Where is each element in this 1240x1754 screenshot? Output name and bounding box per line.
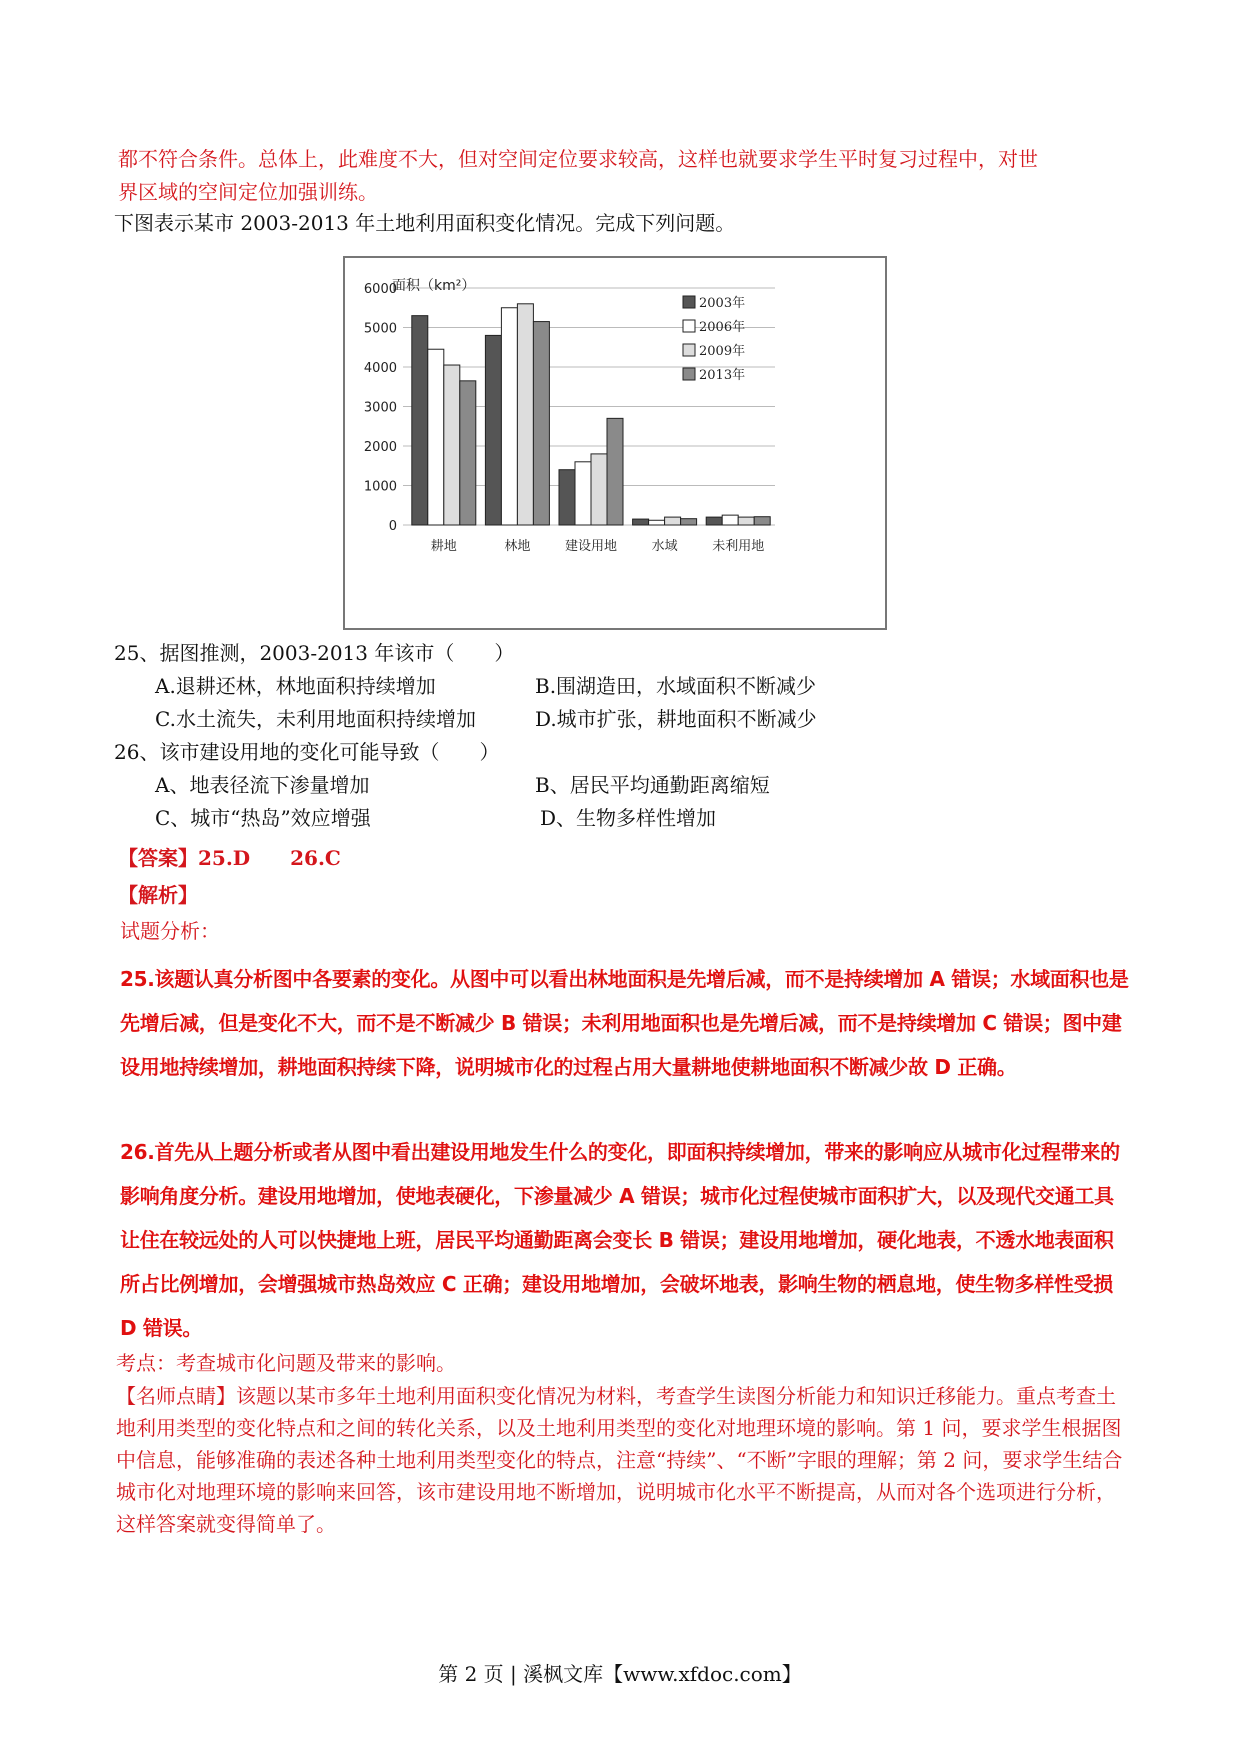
q26-option-a: A、地表径流下渗量增加 (155, 773, 370, 797)
bar (722, 515, 738, 525)
legend-swatch (683, 344, 695, 356)
x-tick-label: 未利用地 (712, 539, 765, 554)
y-tick-label: 4000 (363, 361, 397, 376)
bar (754, 517, 770, 525)
land-use-chart (343, 256, 887, 630)
legend-swatch (683, 320, 695, 332)
bar (607, 418, 623, 525)
q25-option-d: D.城市扩张，耕地面积不断减少 (535, 707, 817, 731)
y-tick-label: 2000 (363, 440, 397, 455)
question-intro: 下图表示某市 2003-2013 年土地利用面积变化情况。完成下列问题。 (114, 211, 736, 235)
bar (706, 517, 722, 525)
bar (485, 335, 501, 525)
y-tick-label: 3000 (363, 400, 397, 416)
q26-stem: 26、该市建设用地的变化可能导致（ ） (114, 740, 500, 764)
bar (649, 520, 665, 525)
legend-label: 2009年 (699, 344, 746, 359)
bar (501, 308, 517, 525)
x-tick-label: 耕地 (430, 539, 457, 554)
q26-option-b: B、居民平均通勤距离缩短 (535, 773, 770, 797)
chart-y-axis-label: 面积（km²） (392, 278, 476, 294)
bar (533, 322, 549, 525)
legend-label: 2003年 (699, 296, 746, 311)
answer-label: 【答案】 (118, 846, 198, 870)
q25-option-b: B.围湖造田，水域面积不断减少 (535, 674, 817, 698)
teacher-comment: 【名师点睛】该题以某市多年土地利用面积变化情况为材料，考查学生读图分析能力和知识迁移能力。重点考查土地利用类型的变化特点和之间的转化关系，以及土地利用类型的变化对地理环境的影响。第 1 问，要求学生根据图中信息，能够准确的表述各种土地利用类型变化的特点，注意“持续”、“不断”字眼的理解；第 2 问，要求学生结合城市化对地理环境的影响来回答，该市建设用地不断增加，说明城市化水平不断提高，从而对各个选项进行分析，这样答案就变得简单了。 (116, 1384, 1123, 1536)
intro-paragraph (118, 143, 1128, 209)
bar (738, 517, 754, 525)
legend-label: 2013年 (699, 368, 746, 383)
bar (444, 365, 460, 525)
bar (517, 304, 533, 525)
y-tick-label: 6000 (363, 282, 397, 297)
bar (428, 349, 444, 525)
bar (575, 462, 591, 525)
q25-option-c: C.水土流失，未利用地面积持续增加 (155, 707, 476, 731)
analysis-26: 26.首先从上题分析或者从图中看出建设用地发生什么的变化，即面积持续增加，带来的影响应从城市化过程带来的影响角度分析。建设用地增加，使地表硬化，下渗量减少 A 错误；城市化过程使城市面积扩大，以及现代交通工具让住在较远处的人可以快捷地上班，居民平均通勤距离会变长 B 错误；建设用地增加，硬化地表，不透水地表面积所占比例增加，会增强城市热岛效应 C 正确；建设用地增加，会破坏地表，影响生物的栖息地，使生物多样性受损 D 错误。 (120, 1140, 1120, 1340)
intro-line-1: 都不符合条件。总体上，此难度不大，但对空间定位要求较高，这样也就要求学生平时复习过程中，对世 (118, 147, 1038, 171)
analysis-label: 【解析】 (118, 883, 198, 907)
bar (681, 519, 697, 525)
analysis-25: 25.该题认真分析图中各要素的变化。从图中可以看出林地面积是先增后减，而不是持续增加 A 错误；水域面积也是先增后减，但是变化不大，而不是不断减少 B 错误；未利用地面积也是先增后减，而不是持续增加 C 错误；图中建设用地持续增加，耕地面积持续下降，说明城市化的过程占用大量耕地使耕地面积不断减少故 D 正确。 (120, 967, 1129, 1079)
analysis-subtitle: 试题分析： (120, 919, 220, 943)
bar (460, 381, 476, 525)
x-tick-label: 水域 (651, 539, 678, 554)
q26-option-d: D、生物多样性增加 (540, 806, 717, 830)
x-tick-label: 建设用地 (564, 539, 618, 554)
bar (591, 454, 607, 525)
kaodian: 考点：考查城市化问题及带来的影响。 (116, 1351, 456, 1375)
legend-label: 2006年 (699, 320, 746, 335)
bar (559, 470, 575, 525)
legend-swatch (683, 368, 695, 380)
q25-stem: 25、据图推测，2003-2013 年该市（ ） (114, 641, 515, 665)
answer-line (118, 843, 341, 873)
intro-line-2: 界区域的空间定位加强训练。 (118, 180, 378, 204)
y-tick-label: 5000 (363, 321, 397, 337)
y-tick-label: 1000 (363, 479, 397, 495)
q26-option-c: C、城市“热岛”效应增强 (155, 806, 371, 830)
bar (665, 517, 681, 525)
y-tick-label: 0 (388, 519, 397, 534)
page-footer: 第 2 页 | 溪枫文库【www.xfdoc.com】 (438, 1662, 802, 1686)
bar-chart (345, 258, 885, 628)
legend-swatch (683, 296, 695, 308)
q25-option-a: A.退耕还林，林地面积持续增加 (155, 674, 436, 698)
bar (412, 316, 428, 525)
x-tick-label: 林地 (504, 539, 531, 554)
bar (633, 519, 649, 525)
answer-text: 25.D 26.C (198, 846, 341, 870)
